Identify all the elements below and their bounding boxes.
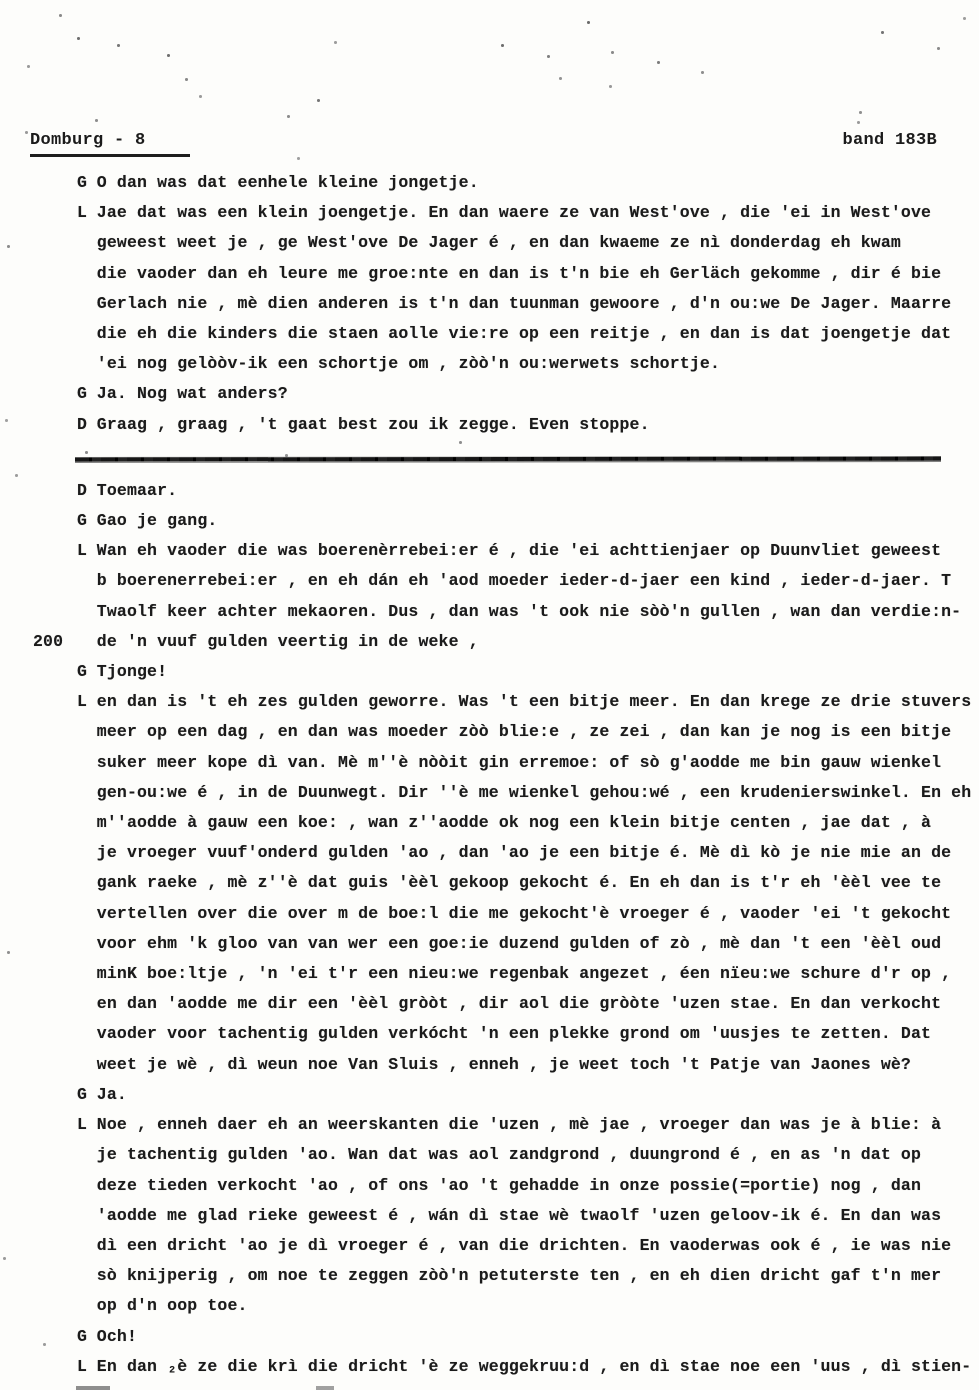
line-text: voor ehm 'k gloo van van wer een goe:ie duzend gulden of zò , mè dan 't een 'èèl oud (96, 933, 942, 953)
transcript-line (77, 410, 957, 440)
transcript-line (77, 168, 957, 198)
section-divider (75, 456, 941, 461)
margin-line-number: 200 (33, 631, 64, 651)
speaker-label: G (77, 662, 88, 682)
line-text: op d'n oop toe. (96, 1296, 248, 1316)
transcript-line (77, 1110, 957, 1140)
speaker-label: G (77, 511, 88, 531)
page-cutoff-marks (76, 1386, 376, 1390)
line-text: die vaoder dan eh leure me groe:nte en dan is t'n bie eh Gerläch gekomme , dir é bie (96, 263, 942, 283)
transcript-line (77, 1140, 957, 1170)
line-text: de 'n vuuf gulden veertig in de weke , (96, 631, 479, 651)
transcript-line (77, 687, 972, 717)
line-text: Wan eh vaoder die was boerenèrrebei:er é , die 'ei achttienjaer op Duunvliet geweest (96, 541, 942, 561)
transcript-line (77, 198, 957, 228)
transcript-line (77, 838, 957, 868)
line-text: b boerenerrebei:er , en eh dán eh 'aod moeder ieder-d-jaer een kind , ieder-d-jaer. T (96, 571, 952, 591)
transcript-line (77, 1171, 957, 1201)
transcript-line (77, 657, 957, 687)
transcript-line (77, 1352, 972, 1382)
transcript-line (77, 808, 957, 838)
transcript-line (77, 379, 957, 409)
transcript-line (77, 1322, 957, 1352)
line-text: En dan ₂è ze die krì die dricht 'è ze weggekruu:d , en dì stae noe een 'uus , dì stien- (96, 1356, 972, 1376)
speaker-label: G (77, 1326, 88, 1346)
speaker-label: L (77, 1356, 88, 1376)
line-text: geweest weet je , ge West'ove De Jager é , en dan kwaeme ze nì donderdag eh kwam (96, 233, 901, 253)
speaker-label: D (77, 414, 88, 434)
line-text: Ja. Nog wat anders? (96, 384, 288, 404)
transcript-line (77, 1231, 957, 1261)
transcript-line (77, 476, 957, 506)
line-text: Twaolf keer achter mekaoren. Dus , dan was 't ook nie sòò'n gullen , wan dan verdie:n- (96, 601, 962, 621)
transcript-block-1 (77, 168, 957, 440)
transcript-line (77, 597, 962, 627)
speaker-label: G (77, 173, 88, 192)
transcript-line (77, 929, 957, 959)
transcript-line (77, 566, 957, 596)
scan-noise (0, 0, 1, 1)
page-header (30, 131, 939, 165)
line-text: suker meer kope dì van. Mè m''è nòòit gin erremoe: of sò g'aodde me bin gauw wienkel (96, 752, 942, 772)
transcript-block-2 (33, 476, 972, 1382)
speaker-label: L (77, 541, 88, 561)
line-text: vertellen over die over m de boe:l die me gekocht'è vroeger é , vaoder 'ei 't gekocht (96, 903, 952, 923)
line-text: gank raeke , mè z''è dat guis 'èèl gekoop gekocht é. En eh dan is t'r eh 'èèl vee te (96, 873, 942, 893)
line-text: 'ei nog gelòòv-ik een schortje om , zòò'n ou:werwets schortje. (96, 354, 720, 374)
line-text: je vroeger vuuf'onderd gulden 'ao , dan 'ao je een bitje é. Mè dì kò je nie mie an de (96, 843, 952, 863)
transcript-line (77, 289, 957, 319)
transcript (33, 168, 972, 1382)
line-text: Tjonge! (96, 662, 168, 682)
transcript-line (77, 319, 957, 349)
line-text: minK boe:ltje , 'n 'ei t'r een nieu:we regenbak angezet , éen nïeu:we schure d'r op , (96, 964, 952, 984)
line-text: je tachentig gulden 'ao. Wan dat was aol zandgrond , duungrond é , en as 'n dat op (96, 1145, 922, 1165)
line-text: Jae dat was een klein joengetje. En dan waere ze van West'ove , die 'ei in West'ove (96, 203, 932, 223)
band-label: band 183B (842, 131, 937, 150)
transcript-line (77, 899, 957, 929)
line-text: meer op een dag , en dan was moeder zòò blie:e , ze zei , dan kan je nog is een bitje (96, 722, 952, 742)
line-text: vaoder voor tachentig gulden verkócht 'n een plekke grond om 'uusjes te zetten. Dat (96, 1024, 932, 1044)
line-text: en dan 'aodde me dir een 'èèl gròòt , dir aol die gròòte 'uzen stae. En dan verkocht (96, 994, 942, 1014)
line-text: Ja. (96, 1084, 127, 1104)
transcript-line (77, 349, 957, 379)
line-text: die eh die kinders die staen aolle vie:re op een reitje , en dan is dat joengetje dat (96, 324, 952, 344)
transcript-line (77, 1291, 957, 1321)
line-text: 'aodde me glad rieke geweest é , wán dì stae wè twaolf 'uzen geloov-ik é. En dan was (96, 1205, 942, 1225)
line-text: Toemaar. (96, 480, 178, 500)
transcript-line (33, 627, 957, 657)
speaker-label: G (77, 384, 88, 404)
transcript-line (77, 228, 957, 258)
line-text: O dan was dat eenhele kleine jongetje. (96, 173, 479, 192)
transcript-line (77, 868, 957, 898)
transcript-line (77, 748, 957, 778)
transcript-line (77, 259, 957, 289)
line-text: Graag , graag , 't gaat best zou ik zegge. Even stoppe. (96, 414, 650, 434)
speaker-label: G (77, 1084, 88, 1104)
speaker-label: L (77, 692, 88, 712)
transcript-line (77, 989, 957, 1019)
line-text: Noe , enneh daer eh an weerskanten die 'uzen , mè jae , vroeger dan was je à blie: à (96, 1115, 942, 1135)
line-text: Gerlach nie , mè dien anderen is t'n dan tuunman gewoore , d'n ou:we De Jager. Maarre (96, 293, 952, 313)
line-text: Gao je gang. (96, 511, 218, 531)
transcript-line (77, 1080, 957, 1110)
line-text: sò knijperig , om noe te zeggen zòò'n petuterste ten , en eh dien dricht gaf t'n mer (96, 1266, 942, 1286)
line-text: weet je wè , dì weun noe Van Sluis , enneh , je weet toch 't Patje van Jaones wè? (96, 1054, 911, 1074)
line-text: deze tieden verkocht 'ao , of ons 'ao 't gehadde in onze possie(=portie) nog , dan (96, 1175, 922, 1195)
transcript-line (77, 1261, 957, 1291)
transcript-line (77, 717, 957, 747)
speaker-label: D (77, 480, 88, 500)
transcript-line (77, 778, 972, 808)
transcript-line (77, 506, 957, 536)
page-title: Domburg - 8 (30, 131, 190, 157)
line-text: Och! (96, 1326, 138, 1346)
line-text: en dan is 't eh zes gulden geworre. Was 't een bitje meer. En dan krege ze drie stuvers (96, 692, 972, 712)
transcript-line (77, 1201, 957, 1231)
line-text: m''aodde à gauw een koe: , wan z''aodde ok nog een klein bitje centen , jae dat , à (96, 813, 932, 833)
speaker-label: L (77, 203, 88, 223)
transcript-line (77, 1019, 957, 1049)
transcript-line (77, 536, 957, 566)
transcript-line (77, 1050, 957, 1080)
line-text: gen-ou:we é , in de Duunwegt. Dir ''è me wienkel gehou:wé , een krudenierswinkel. En eh (96, 782, 972, 802)
speaker-label: L (77, 1115, 88, 1135)
transcript-line (77, 959, 957, 989)
line-text: dì een dricht 'ao je dì vroeger é , van die drichten. En vaoderwas ook é , ie was nie (96, 1235, 952, 1255)
